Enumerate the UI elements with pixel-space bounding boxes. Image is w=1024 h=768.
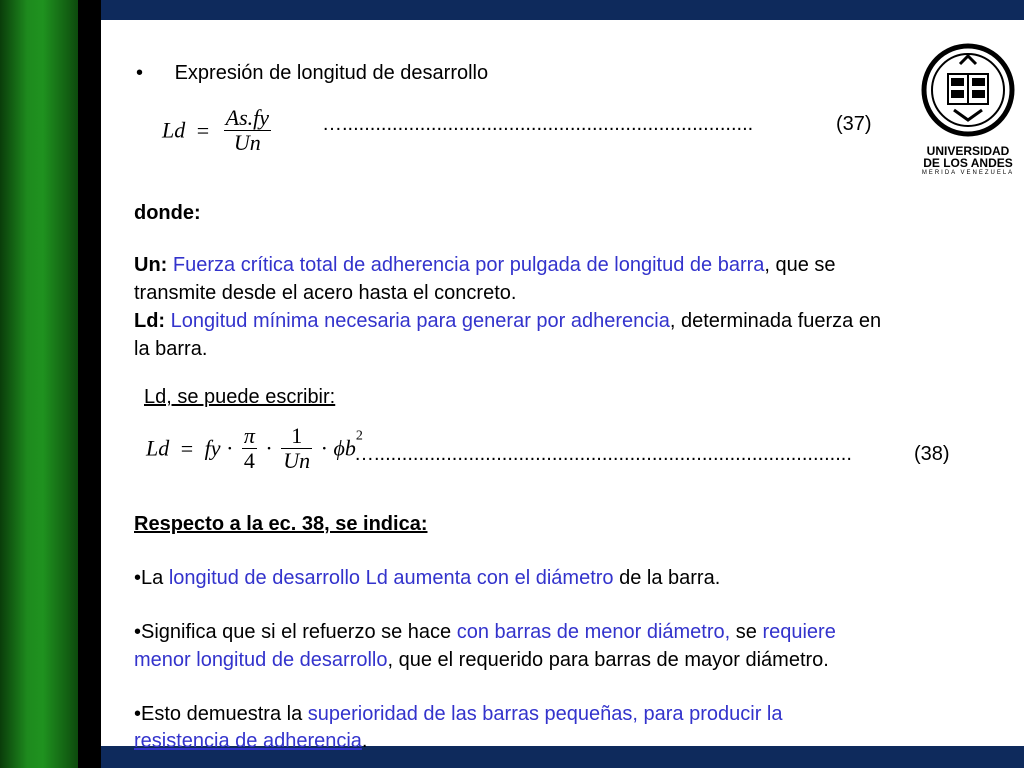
- eq38-leader: …......................................................................................: [354, 443, 852, 465]
- eq38-equals: =: [180, 435, 194, 461]
- eq37-numerator: As.fy: [225, 105, 270, 130]
- equation-38: [146, 424, 363, 473]
- point3-highlight2: resistencia de adherencia: [134, 730, 362, 752]
- eq38-un: Un: [283, 448, 311, 473]
- point3-rest: .: [361, 730, 368, 752]
- def-un-desc: Fuerza crítica total de adherencia por pulgada de longitud de barra: [172, 254, 765, 276]
- def-ld-line1: [134, 308, 881, 334]
- eq38-number: (38): [914, 443, 950, 465]
- eq38-four: 4: [242, 448, 257, 473]
- bullet-text: Expresión de longitud de desarrollo: [174, 62, 489, 84]
- bullet-expresion: [136, 60, 488, 86]
- point1-highlight: longitud de desarrollo Ld aumenta con el diámetro: [168, 567, 614, 589]
- point-2-line2: [134, 647, 829, 673]
- eq38-exponent: 2: [355, 428, 363, 444]
- point1-lead: •La: [134, 567, 169, 589]
- def-un-rest: , que se: [764, 254, 836, 276]
- eq38-phib: ϕb: [333, 435, 356, 461]
- point2-highlight2: requiere: [762, 621, 836, 643]
- eq38-dot2: ·: [265, 435, 273, 461]
- left-black-bar: [78, 0, 101, 768]
- def-ld-rest: , determinada fuerza en: [669, 310, 882, 332]
- eq38-fraction-pi: [242, 424, 257, 473]
- eq37-fraction: [224, 106, 271, 155]
- logo-line1: UNIVERSIDAD: [926, 144, 1010, 158]
- left-green-bar: [0, 0, 78, 768]
- point-3-line2: [134, 728, 367, 754]
- logo-line2: DE LOS ANDES: [923, 156, 1013, 170]
- def-un-line2: transmite desde el acero hasta el concreto.: [134, 282, 517, 304]
- point3-highlight1: superioridad de las barras pequeñas, para producir la: [307, 703, 783, 725]
- eq37-lhs: Ld: [162, 117, 186, 143]
- point-3-line1: [134, 701, 783, 727]
- def-ld-line2: la barra.: [134, 338, 208, 360]
- university-logo: [918, 40, 1018, 180]
- top-navy-band: [101, 0, 1024, 20]
- point2-lead: •Significa que si el refuerzo se hace: [134, 621, 457, 643]
- point-2-line1: [134, 619, 836, 645]
- def-un-term: Un:: [134, 254, 168, 276]
- eq38-dot1: ·: [226, 435, 234, 461]
- point2-mid: se: [730, 621, 763, 643]
- eq37-leader: …..........................................................................: [322, 113, 754, 135]
- eq37-equals: =: [196, 117, 210, 143]
- point2-highlight1: con barras de menor diámetro,: [456, 621, 731, 643]
- def-ld-term: Ld:: [134, 310, 166, 332]
- eq38-lhs: Ld: [146, 435, 170, 461]
- eq38-fraction-un: [281, 424, 312, 473]
- eq37-number: (37): [836, 113, 872, 135]
- respecto-heading: Respecto a la ec. 38, se indica:: [134, 513, 428, 535]
- eq38-pi: π: [243, 423, 255, 448]
- point1-rest: de la barra.: [613, 567, 721, 589]
- bullet-marker: •: [136, 62, 144, 84]
- eq38-fy: fy: [204, 435, 221, 461]
- def-ld-desc: Longitud mínima necesaria para generar por adherencia: [170, 310, 670, 332]
- logo-line3: MERIDA VENEZUELA: [921, 170, 1015, 176]
- eq38-one: 1: [291, 423, 303, 448]
- ld-write-label: Ld, se puede escribir:: [144, 386, 336, 408]
- university-seal-icon: [918, 40, 1018, 140]
- equation-37: [162, 106, 274, 155]
- def-un-line1: [134, 252, 836, 278]
- point2-highlight3: menor longitud de desarrollo: [134, 649, 388, 671]
- point-1: [134, 565, 720, 591]
- eq37-denominator: Un: [224, 130, 271, 155]
- eq38-dot3: ·: [320, 435, 328, 461]
- donde-label: donde:: [134, 202, 201, 224]
- point2-rest: , que el requerido para barras de mayor diámetro.: [387, 649, 829, 671]
- point3-lead: •Esto demuestra la: [134, 703, 308, 725]
